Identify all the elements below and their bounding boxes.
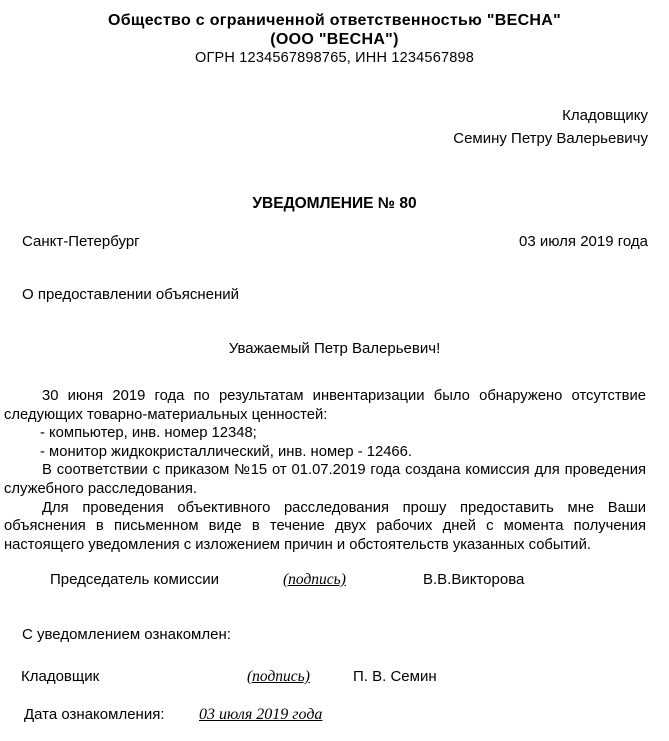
company-name: Общество с ограниченной ответственностью "ВЕСНА" [107, 12, 562, 29]
chairman-signature-placeholder: (подпись) [283, 571, 346, 588]
storekeeper-role: Кладовщик [21, 668, 100, 685]
acknowledgement-date-label: Дата ознакомления: [24, 706, 165, 723]
company-header [0, 11, 669, 67]
missing-item-2: - монитор жидкокристаллический, инв. номер - 12466. [40, 443, 412, 460]
chairman-name: В.В.Викторова [423, 571, 525, 588]
place-date-row [22, 233, 648, 250]
storekeeper-signature-row [0, 668, 669, 688]
body-paragraph-3: Для проведения объективного расследования прошу предоставить мне Ваши объяснения в письменном виде в течение двух рабочих дней с момента получения настоящего уведомления с изложением причин и обстоятельств указанных событий. [4, 499, 646, 553]
storekeeper-signature-placeholder: (подпись) [247, 668, 310, 685]
document-title: УВЕДОМЛЕНИЕ № 80 [252, 195, 417, 212]
company-short-name: (ООО "ВЕСНА") [270, 31, 399, 48]
acknowledgement-heading: С уведомлением ознакомлен: [22, 626, 231, 643]
document-subject: О предоставлении объяснений [22, 286, 239, 303]
document-date: 03 июля 2019 года [519, 233, 648, 250]
acknowledgement-date-value: 03 июля 2019 года [199, 706, 323, 723]
chairman-signature-row [0, 571, 669, 591]
body-paragraph-1: 30 июня 2019 года по результатам инвентаризации было обнаружено отсутствие следующих товарно-материальных ценностей: [4, 388, 646, 423]
body-paragraph-2: В соответствии с приказом №15 от 01.07.2019 года создана комиссия для проведения служебного расследования. [4, 462, 646, 497]
addressee-position: Кладовщику [562, 107, 648, 124]
salutation: Уважаемый Петр Валерьевич! [228, 340, 441, 357]
acknowledgement-date-row [0, 706, 669, 726]
chairman-role: Председатель комиссии [50, 571, 219, 588]
addressee-name: Семину Петру Валерьевичу [453, 130, 648, 147]
missing-item-1: - компьютер, инв. номер 12348; [40, 425, 257, 442]
document-city: Санкт-Петербург [22, 233, 140, 250]
addressee-block [453, 104, 648, 150]
document-body [4, 387, 646, 554]
storekeeper-name: П. В. Семин [353, 668, 437, 685]
company-registration-numbers: ОГРН 1234567898765, ИНН 1234567898 [194, 50, 475, 66]
